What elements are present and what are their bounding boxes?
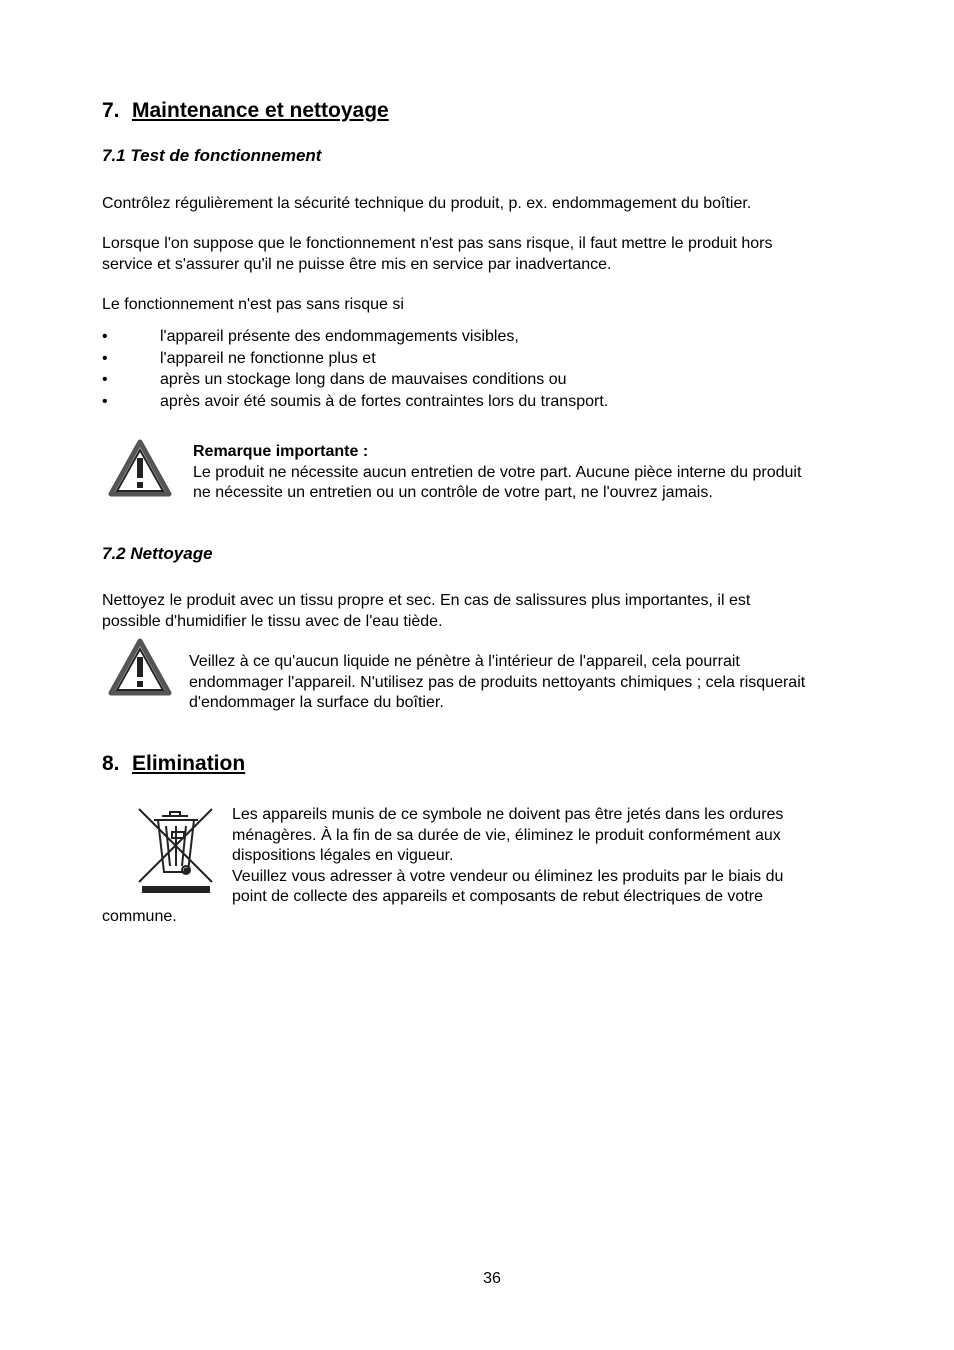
list-item xyxy=(102,391,862,413)
subsection-7-1-heading: 7.1 Test de fonctionnement xyxy=(102,146,322,165)
paragraph: Le fonctionnement n'est pas sans risque si xyxy=(102,296,404,313)
paragraph-line: Nettoyez le produit avec un tissu propre et sec. En cas de salissures plus importantes, il est xyxy=(102,592,751,609)
list-item-text: l'appareil présente des endommagements visibles, xyxy=(160,328,519,345)
section-title: Maintenance et nettoyage xyxy=(132,99,389,122)
list-item-text: après avoir été soumis à de fortes contraintes lors du transport. xyxy=(160,392,609,410)
disposal-line: point de collecte des appareils et composants de rebut électriques de votre xyxy=(232,888,763,905)
disposal-line: dispositions légales en vigueur. xyxy=(232,847,454,864)
paragraph-line: service et s'assurer qu'il ne puisse être mis en service par inadvertance. xyxy=(102,255,612,273)
bullet-icon: • xyxy=(102,328,108,345)
disposal-line: Les appareils munis de ce symbole ne doivent pas être jetés dans les ordures xyxy=(232,806,784,823)
section-8-heading xyxy=(102,752,245,776)
warning-line: d'endommager la surface du boîtier. xyxy=(189,694,444,711)
disposal-line: commune. xyxy=(102,908,177,925)
disposal-line: Veuillez vous adresser à votre vendeur ou éliminez les produits par le biais du xyxy=(232,867,784,885)
paragraph: Contrôlez régulièrement la sécurité technique du produit, p. ex. endommagement du boîtier. xyxy=(102,195,752,212)
warning-triangle-icon xyxy=(108,439,172,497)
list-item xyxy=(102,326,862,348)
note-line: ne nécessite un entretien ou un contrôle de votre part, ne l'ouvrez jamais. xyxy=(193,484,713,501)
note-heading: Remarque importante : xyxy=(193,443,369,460)
note-line: Le produit ne nécessite aucun entretien de votre part. Aucune pièce interne du produit xyxy=(193,463,802,481)
warning-triangle-icon xyxy=(108,638,172,696)
subsection-7-2-heading: 7.2 Nettoyage xyxy=(102,544,213,563)
list-item-text: après un stockage long dans de mauvaises conditions ou xyxy=(160,371,567,388)
important-note xyxy=(193,442,801,504)
cleaning-warning xyxy=(189,652,805,714)
warning-line: endommager l'appareil. N'utilisez pas de produits nettoyants chimiques ; cela risquerait xyxy=(189,673,806,691)
list-item-text: l'appareil ne fonctionne plus et xyxy=(160,349,376,367)
warning-line: Veillez à ce qu'aucun liquide ne pénètre à l'intérieur de l'appareil, cela pourrait xyxy=(189,653,740,670)
disposal-line: ménagères. À la fin de sa durée de vie, éliminez le produit conformément aux xyxy=(232,826,781,844)
page-number: 36 xyxy=(483,1270,501,1287)
disposal-text xyxy=(232,805,783,908)
list-item xyxy=(102,348,862,370)
bullet-icon: • xyxy=(102,349,108,367)
paragraph xyxy=(102,591,750,632)
paragraph-line: possible d'humidifier le tissu avec de l'eau tiède. xyxy=(102,612,443,630)
bullet-icon: • xyxy=(102,371,108,388)
list-item xyxy=(102,369,862,391)
section-title: Elimination xyxy=(132,752,246,775)
paragraph xyxy=(102,234,773,275)
bullet-icon: • xyxy=(102,392,108,410)
section-number: 8. xyxy=(102,752,120,775)
paragraph-line: Lorsque l'on suppose que le fonctionnement n'est pas sans risque, il faut mettre le produit hors xyxy=(102,235,773,252)
section-number: 7. xyxy=(102,99,120,122)
crossed-out-bin-icon xyxy=(136,806,216,896)
bullet-list xyxy=(102,326,862,412)
section-7-heading xyxy=(102,99,389,123)
